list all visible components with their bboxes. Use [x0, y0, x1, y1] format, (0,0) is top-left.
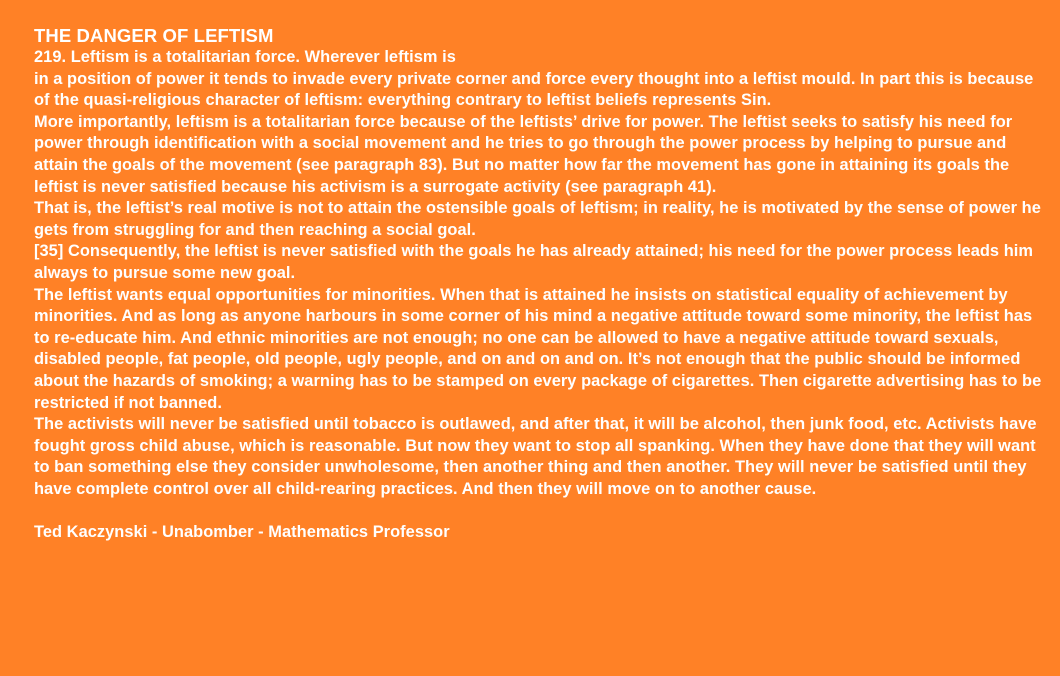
- paragraph-2: More importantly, leftism is a totalitarian force because of the leftists’ drive for power. The leftist seeks to satisfy his need for power through identification with a social movement and he tries to go through the power process by helping to pursue and attain the goals of the movement (see paragraph 83). But no matter how far the movement has gone in attaining its goals the leftist is never satisfied because his activism is a surrogate activity (see paragraph 41).: [34, 112, 1013, 196]
- paragraph-3: That is, the leftist’s real motive is not to attain the ostensible goals of leftism; in reality, he is motivated by the sense of power he gets from struggling for and then reaching a social goal.: [34, 199, 1041, 239]
- paragraph-5: The leftist wants equal opportunities for minorities. When that is attained he insists on statistical equality of achievement by minorities. And as long as anyone harbours in some corner of his mind a negative attitude toward some minority, the leftist has to re-educate him. And ethnic minorities are not enough; no one can be allowed to have a negative attitude toward sexuals, disabled people, fat people, old people, ugly people, and on and on and on. It’s not enough that the public should be informed about the hazards of smoking; a warning has to be stamped on every package of cigarettes. Then cigarette advertising has to be restricted if not banned.: [34, 285, 1042, 412]
- paragraph-1: in a position of power it tends to invade every private corner and force every thought into a leftist mould. In part this is because of the quasi-religious character of leftism: everything contrary to leftist beliefs represents Sin.: [34, 69, 1034, 110]
- spacer: [34, 500, 1046, 522]
- paragraph-4: [35] Consequently, the leftist is never satisfied with the goals he has already attained; his need for the power process leads him always to pursue some new goal.: [34, 242, 1033, 282]
- paragraph-6: The activists will never be satisfied until tobacco is outlawed, and after that, it will be alcohol, then junk food, etc. Activists have fought gross child abuse, which is reasonable. But now they want to stop all spanking. When they have done that they will want to ban something else they consider unwholesome, then another thing and then another. They will never be satisfied until they have complete control over all child-rearing practices. And then they will move on to another cause.: [34, 415, 1037, 498]
- author-attribution: Ted Kaczynski - Unabomber - Mathematics Professor: [34, 523, 450, 542]
- document-title: THE DANGER OF LEFTISM: [34, 25, 274, 46]
- heading-line: 219. Leftism is a totalitarian force. Wherever leftism is: [34, 48, 456, 66]
